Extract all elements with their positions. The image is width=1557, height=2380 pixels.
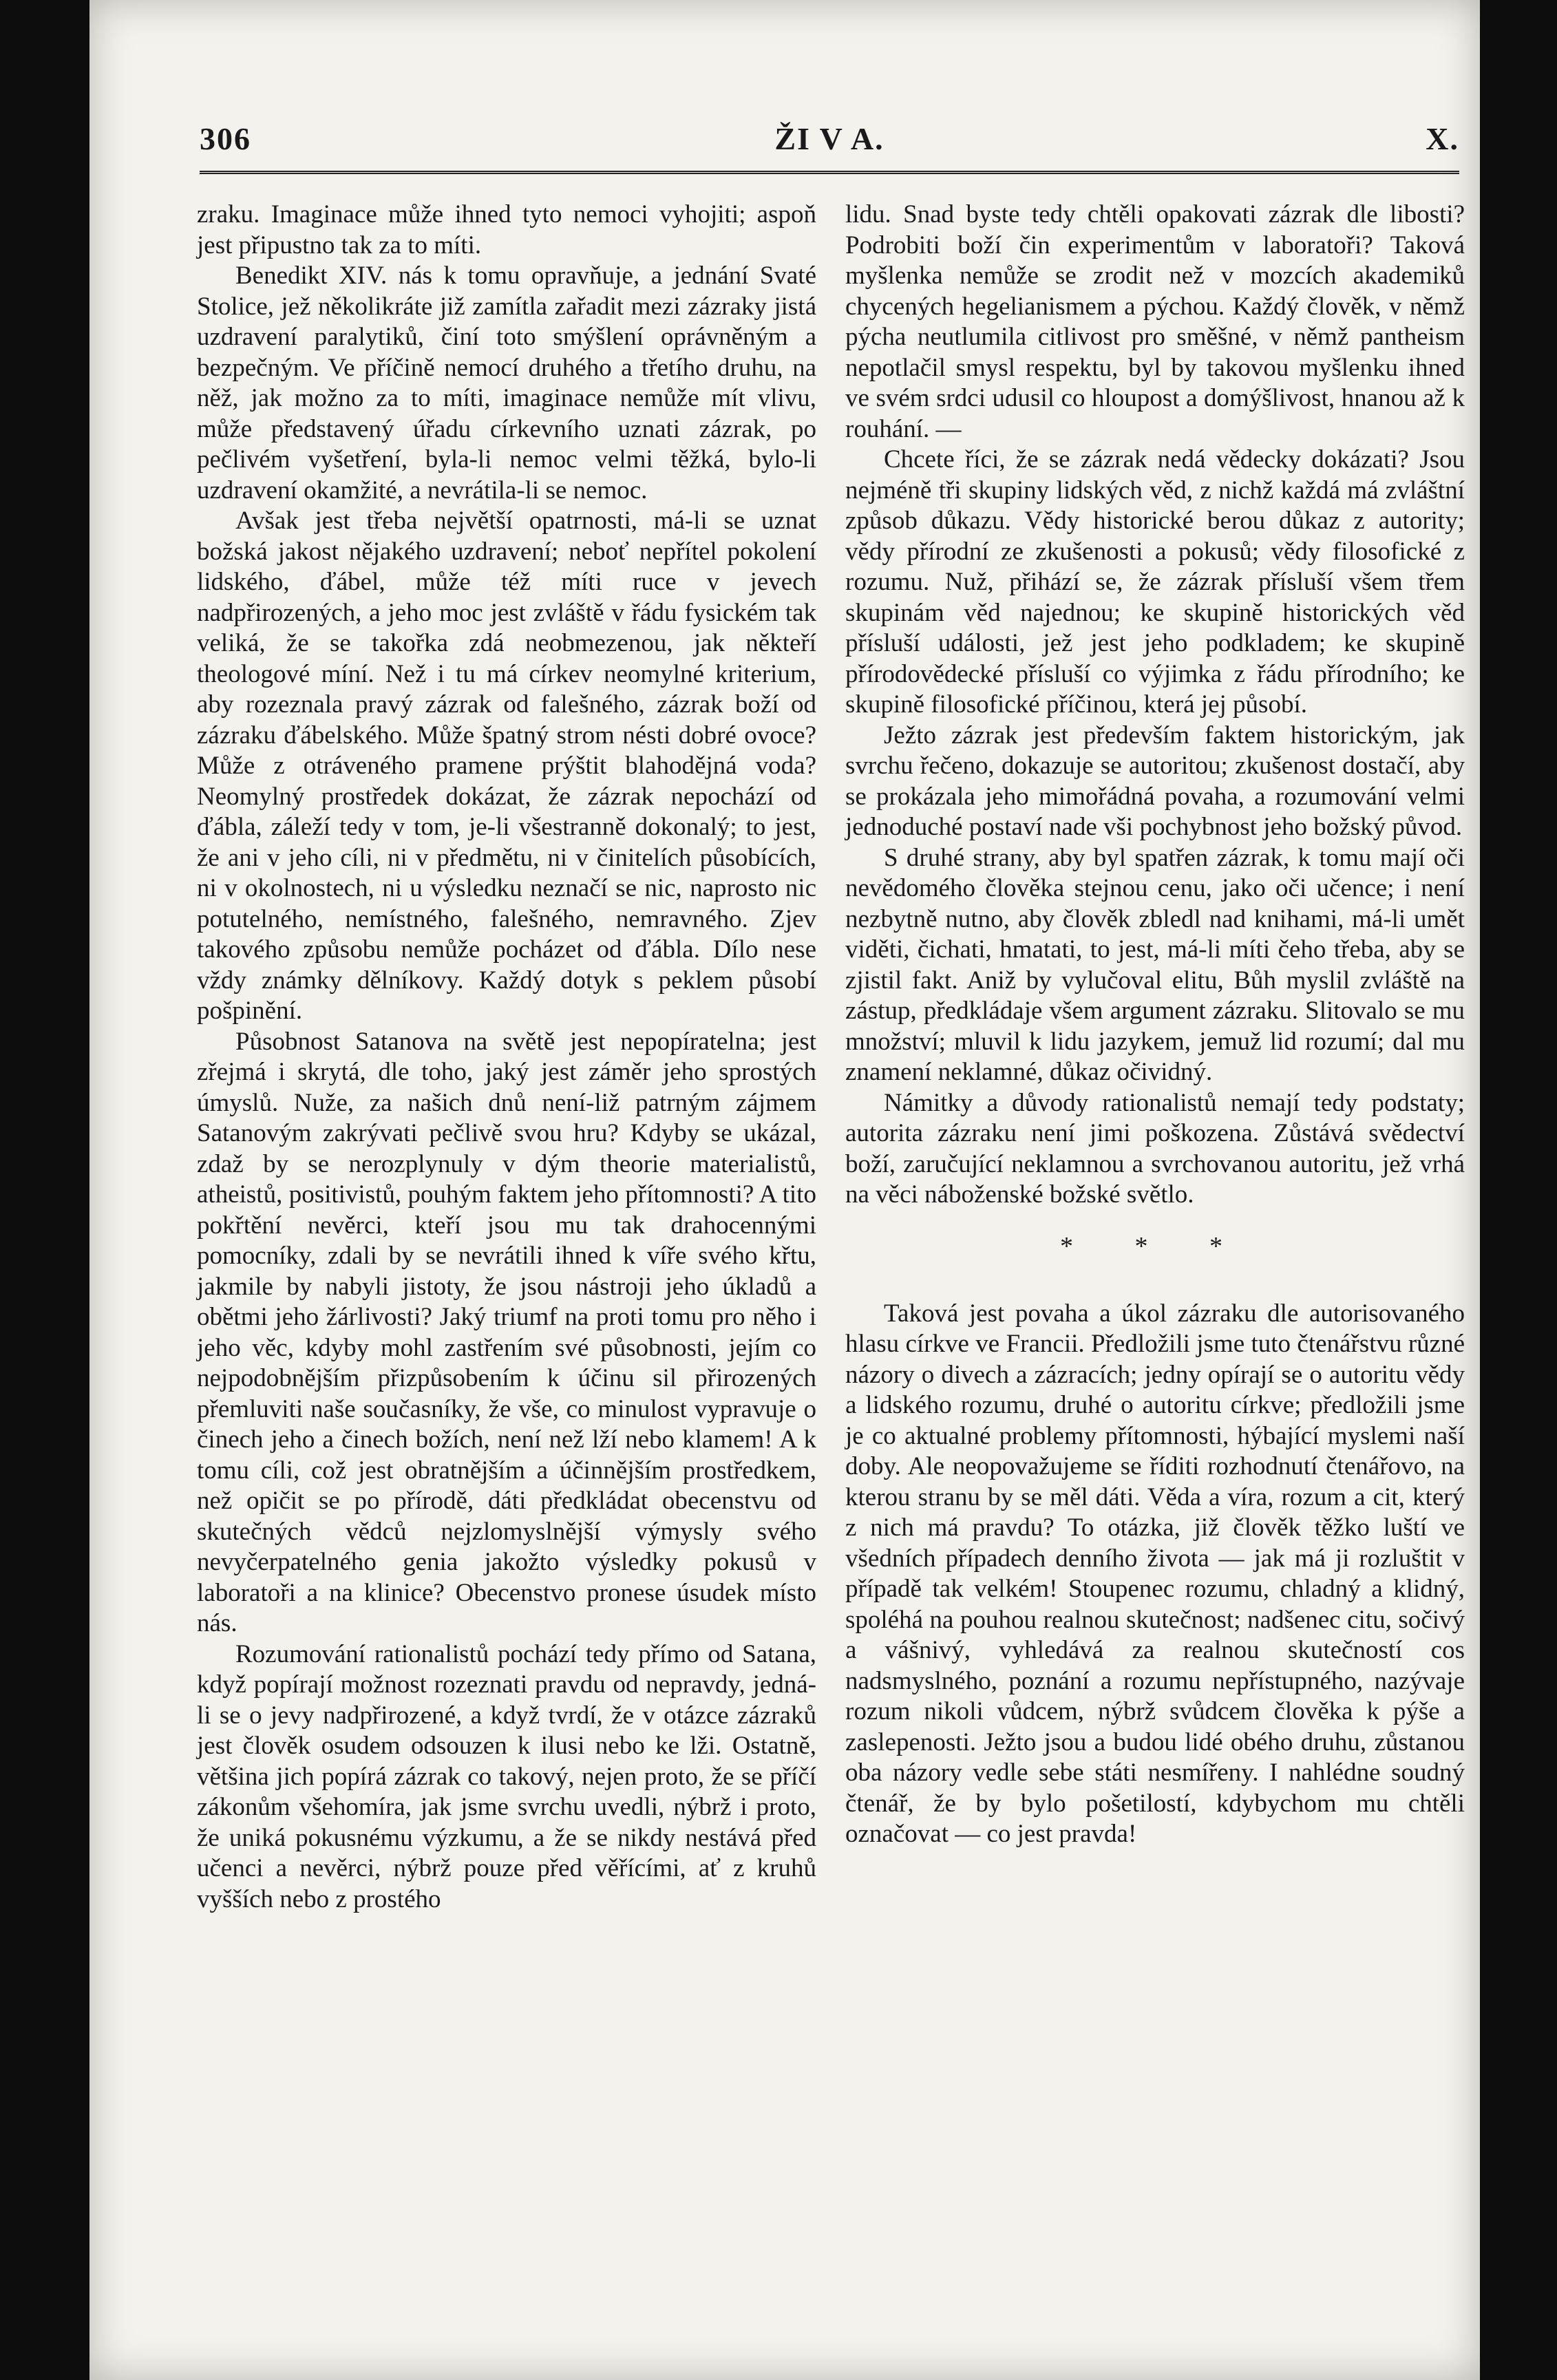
paragraph: lidu. Snad byste tedy chtěli opakovati zázrak dle libosti? Podrobiti boží čin experimentům v laboratoři? Taková myšlenka nemůže se zrodit než v mozcích akademiků chycených hegelianismem a pýchou. Každý člověk, v němž pýcha neutlumila citlivost pro směšné, v němž pantheism nepotlačil smysl respektu, byl by takovou myšlenku ihned ve svém srdci udusil co hloupost a domýšlivost, hnanou až k rouhání. — bbox=[845, 200, 1465, 443]
journal-title: ŽI V A. bbox=[774, 121, 885, 156]
paragraph: Námitky a důvody rationalistů nemají tedy podstaty; autorita zázraku není jimi poškozena. Zůstává svědectví boží, zaručující neklamnou a svrchovanou autoritu, jež vrhá na věci náboženské božské světlo. bbox=[845, 1088, 1465, 1209]
header-rule bbox=[200, 171, 1459, 174]
paragraph: Benedikt XIV. nás k tomu opravňuje, a jednání Svaté Stolice, jež několikráte již zamítla zařadit mezi zázraky jistá uzdravení paralytiků, činí toto smýšlení oprávněným a bezpečným. Ve příčině nemocí druhého a třetího druhu, na něž, jak možno za to míti, imaginace nemůže mít vlivu, může představený úřadu církevního uznati zázrak, po pečlivém vyšetření, byla-li nemoc velmi těžká, bylo-li uzdravení okamžité, a nevrátila-li se nemoc. bbox=[197, 262, 816, 504]
section-break-asterisks: * * * bbox=[1060, 1231, 1250, 1261]
paragraph: zraku. Imaginace může ihned tyto nemoci vyhojiti; aspoň jest připustno tak za to míti. bbox=[197, 200, 816, 259]
paragraph: Ježto zázrak jest především faktem historickým, jak svrchu řečeno, dokazuje se autoritou; zkušenost dostačí, aby se prokázala jeho mimořádná povaha, a rozumování velmi jednoduché postaví nade vši pochybnost jeho božský původ. bbox=[845, 721, 1465, 841]
paragraph: Působnost Satanova na světě jest nepopíratelna; jest zřejmá i skrytá, dle toho, jaký jest záměr jeho sprostých úmyslů. Nuže, za našich dnů není-liž patrným zájmem Satanovým zakrývati pečlivě svou hru? Kdyby se ukázal, zdaž by se nerozplynuly v dým theorie materialistů, atheistů, positivistů, pouhým faktem jeho přítomnosti? A tito pokřtění nevěrci, kteří jsou mu tak drahocennými pomocníky, zdali by se nevrátili ihned k víře svého křtu, jakmile by nabyli jistoty, že jsou nástroji jeho úkladů a obětmi jeho žárlivosti? Jaký triumf na proti tomu pro něho i jeho věc, kdyby mohl zastřením své působnosti, jejím co nejpodobnějším přizpůsobením k účinu sil přirozených přemluviti naše současníky, že vše, co minulost vypravuje o činech jeho a činech božích, není než lží nebo klamem! A k tomu cíli, což jest obratnějším a účinnějším prostředkem, než opičit se po přírodě, dáti předkládat obecenstvu od skutečných vědců nejzlomyslnější výmysly svého nevyčerpatelného genia jakožto výsledky pokusů v laboratoři a na klinice? Obecenstvo pronese úsudek místo nás. bbox=[197, 1027, 816, 1637]
right-column bbox=[845, 200, 1465, 1850]
paragraph: Chcete říci, že se zázrak nedá vědecky dokázati? Jsou nejméně tři skupiny lidských věd, z nichž každá má zvláštní způsob důkazu. Vědy historické berou důkaz z autority; vědy přírodní ze zkušenosti a pokusů; vědy filosofické z rozumu. Nuž, přihází se, že zázrak přísluší všem třem skupinám věd najednou; ke skupině historických věd přísluší události, jež jest jeho podkladem; ke skupině přírodovědecké přísluší co výjimka z řádu přírodního; ke skupině filosofické příčinou, která jej působí. bbox=[845, 445, 1465, 719]
volume-number: X. bbox=[1426, 121, 1459, 156]
page-number: 306 bbox=[200, 121, 251, 156]
journal-page bbox=[89, 0, 1480, 2380]
left-column bbox=[197, 200, 816, 1915]
paragraph: Taková jest povaha a úkol zázraku dle autorisovaného hlasu církve ve Francii. Předložili jsme tuto čtenářstvu různé názory o divech a zázracích; jedny opírají se o autoritu vědy a lidského rozumu, druhé o autoritu církve; předložili jsme je co aktualné problemy přítomnosti, hýbající myslemi naší doby. Ale neopovažujeme se říditi rozhodnutí čtenářovo, na kterou stranu by se měl dáti. Věda a víra, rozum a cit, který z nich má pravdu? To otázka, již člověk těžko luští ve všedních případech denního života — jak má ji rozluštit v případě tak velkém! Stoupenec rozumu, chladný a klidný, spoléhá na pouhou realnou skutečnost; nadšenec citu, sočivý a vášnivý, vyhledává za realnou skutečností cos nadsmyslného, poznání a rozumu nepřístupného, nazývaje rozum nikoli vůdcem, nýbrž svůdcem člověka k pýše a zaslepenosti. Ježto jsou a budou lidé obého druhu, zůstanou oba názory vedle sebe státi nesmířeny. I nahlédne soudný čtenář, že by bylo pošetilostí, kdybychom mu chtěli označovat — co jest pravda! bbox=[845, 1299, 1465, 1848]
paragraph: Rozumování rationalistů pochází tedy přímo od Satana, když popírají možnost rozeznati pravdu od nepravdy, jedná-li se o jevy nadpřirozené, a když tvrdí, že v otázce zázraků jest člověk osudem odsouzen k ilusi nebo ke lži. Ostatně, většina jich popírá zázrak co takový, nejen proto, že se příčí zákonům všehomíra, jak jsme svrchu uvedli, nýbrž i proto, že uniká pokusnému výzkumu, a že se nikdy nestává před učenci a nevěrci, nýbrž pouze před věřícími, ať z kruhů vyšších nebo z prostého bbox=[197, 1639, 816, 1913]
paragraph: Avšak jest třeba největší opatrnosti, má-li se uznat božská jakost nějakého uzdravení; neboť nepřítel pokolení lidského, ďábel, může též míti ruce v jevech nadpřirozených, a jeho moc jest zvláště v řádu fysickém tak veliká, že se takořka zdá neobmezenou, jak někteří theologové míní. Než i tu má církev neomylné kriterium, aby rozeznala pravý zázrak od falešného, zázrak boží od zázraku ďábelského. Může špatný strom nésti dobré ovoce? Může z otráveného pramene prýštit blahodějná voda? Neomylný prostředek dokázat, že zázrak nepochází od ďábla, záleží tedy v tom, je-li všestranně dokonalý; to jest, že ani v jeho cíli, ni v předmětu, ni v činitelích působících, ni v okolnostech, ni u výsledku neznačí se nic, naprosto nic potutelného, nemístného, falešného, nemravného. Zjev takového způsobu nemůže pocházet od ďábla. Dílo nese vždy známky dělníkovy. Každý dotyk s peklem působí pošpinění. bbox=[197, 507, 816, 1025]
running-header bbox=[200, 120, 1459, 169]
paragraph: S druhé strany, aby byl spatřen zázrak, k tomu mají oči nevědomého člověka stejnou cenu, jako oči učence; i není nezbytně nutno, aby člověk zbledl nad knihami, má-li umět viděti, čichati, hmatati, to jest, má-li míti čeho třeba, aby se zjistil fakt. Aniž by vylučoval elitu, Bůh myslil zvláště na zástup, předkládaje všem argument zázraku. Slitovalo se mu množství; mluvil k lidu jazykem, jemuž lid rozumí; dal mu znamení neklamné, důkaz očividný. bbox=[845, 843, 1465, 1086]
